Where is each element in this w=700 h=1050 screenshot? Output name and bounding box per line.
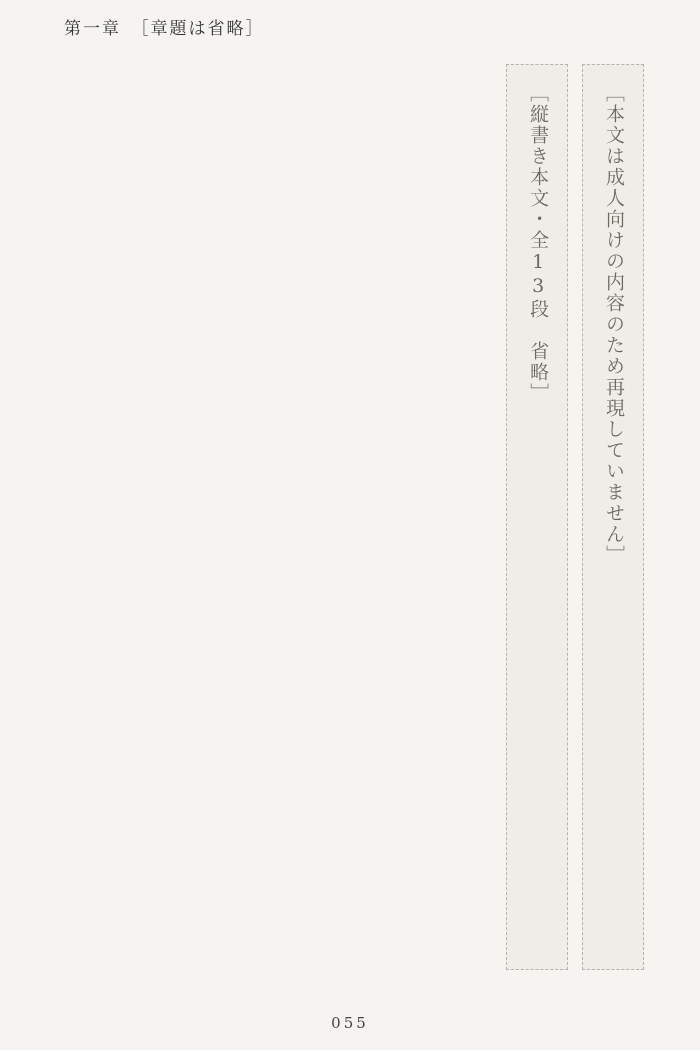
redacted-body-notice: ［本文は成人向けの内容のため再現していません］ <box>582 64 644 970</box>
vertical-text-body <box>56 64 644 970</box>
page-number: 055 <box>331 1014 369 1032</box>
redacted-body-notice-2: ［縦書き本文・全13段 省略］ <box>506 64 568 970</box>
chapter-running-head: 第一章 ［章題は省略］ <box>64 19 265 39</box>
